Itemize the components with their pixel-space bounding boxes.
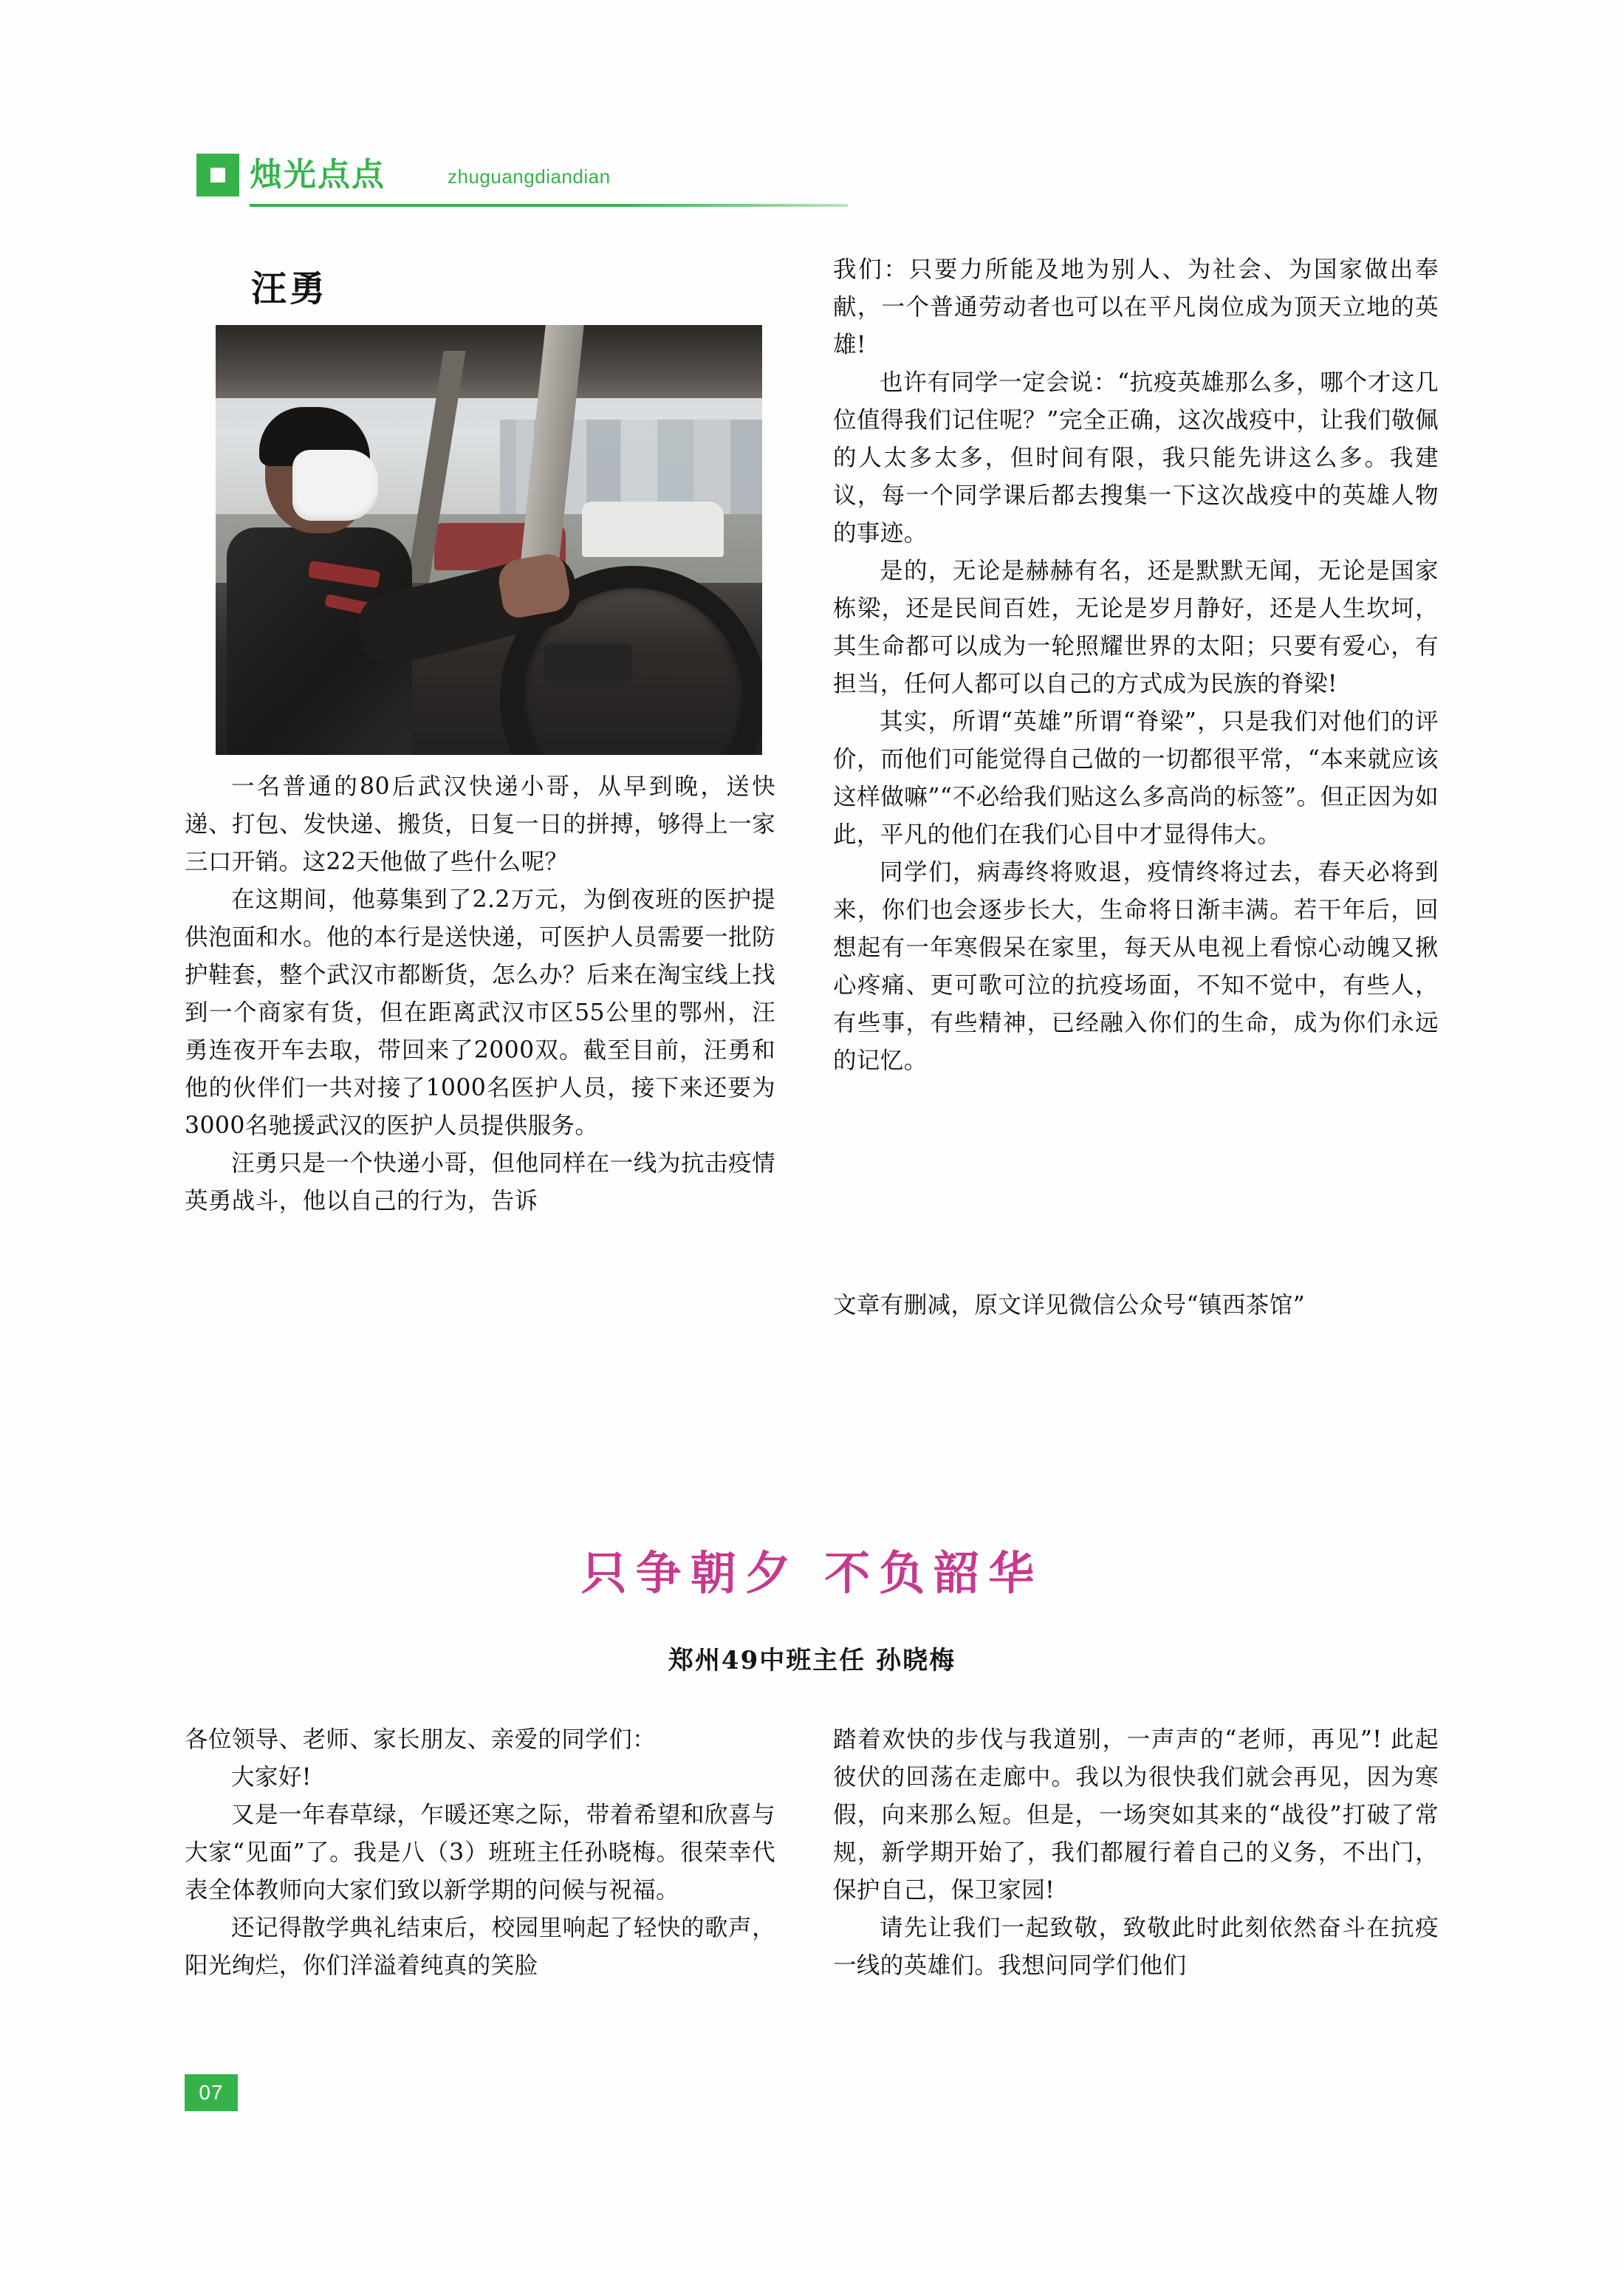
photo-car-roof xyxy=(216,325,762,398)
paragraph: 大家好! xyxy=(231,1764,312,1791)
paragraph: 是的，无论是赫赫有名，还是默默无闻，无论是国家栋梁，还是民间百姓，无论是岁月静好，还是人生坎坷，其生命都可以成为一轮照耀世界的太阳；只要有爱心，有担当，任何人都可以自己的方式成为民族的脊梁! xyxy=(833,558,1439,698)
paragraph: 请先让我们一起致敬，致敬此时此刻依然奋斗在抗疫一线的英雄们。我想问同学们他们 xyxy=(833,1915,1439,1980)
section-divider xyxy=(250,204,848,207)
paragraph: 同学们，病毒终将败退，疫情终将过去，春天必将到来，你们也会逐步长大，生命将日渐丰满。若干年后，回想起有一年寒假呆在家里，每天从电视上看惊心动魄又揪心疼痛、更可歌可泣的抗疫场面，不知不觉中，有些人，有些事，有些精神，已经融入你们的生命，成为你们永远的记忆。 xyxy=(833,859,1439,1075)
photo-face-mask xyxy=(292,450,378,521)
article1-source-note: 文章有删减，原文详见微信公众号“镇西茶馆” xyxy=(833,1292,1306,1319)
paragraph: 我们：只要力所能及地为别人、为社会、为国家做出奉献，一个普通劳动者也可以在平凡岗位成为顶天立地的英雄! xyxy=(833,256,1439,359)
article2-left-column xyxy=(185,1721,775,1985)
section-title-pinyin: zhuguangdiandian xyxy=(448,165,611,188)
section-title: 烛光点点 xyxy=(250,156,386,194)
article1-photo xyxy=(216,325,762,755)
section-logo-icon xyxy=(196,154,239,196)
paragraph: 汪勇只是一个快递小哥，但他同样在一线为抗击疫情英勇战斗，他以自己的行为，告诉 xyxy=(185,1150,775,1215)
photo-steering-hub xyxy=(544,643,632,682)
article2-byline: 郑州49中班主任 孙晓梅 xyxy=(668,1646,956,1675)
paragraph: 各位领导、老师、家长朋友、亲爱的同学们： xyxy=(185,1726,657,1753)
page-number-badge: 07 xyxy=(185,2074,238,2111)
paragraph: 还记得散学典礼结束后，校园里响起了轻快的歌声，阳光绚烂，你们洋溢着纯真的笑脸 xyxy=(185,1915,775,1980)
paragraph: 也许有同学一定会说：“抗疫英雄那么多，哪个才这几位值得我们记住呢？”完全正确，这次战疫中，让我们敬佩的人太多太多，但时间有限，我只能先讲这么多。我建议，每一个同学课后都去搜集一下这次战疫中的英雄人物的事迹。 xyxy=(833,369,1439,547)
paragraph: 在这期间，他募集到了2.2万元，为倒夜班的医护提供泡面和水。他的本行是送快递，可医护人员需要一批防护鞋套，整个武汉市都断货，怎么办？后来在淘宝线上找到一个商家有货，但在距离武汉市区55公里的鄂州，汪勇连夜开车去取，带回来了2000双。截至目前，汪勇和他的伙伴们一共对接了1000名医护人员，接下来还要为3000名驰援武汉的医护人员提供服务。 xyxy=(185,886,775,1140)
article2-title: 只争朝夕 不负韶华 xyxy=(580,1546,1044,1600)
paragraph: 其实，所谓“英雄”所谓“脊梁”，只是我们对他们的评价，而他们可能觉得自己做的一切都很平常，“本来就应该这样做嘛”“不必给我们贴这么多高尚的标签”。但正因为如此，平凡的他们在我们心目中才显得伟大。 xyxy=(833,708,1439,849)
photo-white-car xyxy=(582,502,724,558)
article2-right-column xyxy=(833,1721,1439,1985)
paragraph: 踏着欢快的步伐与我道别，一声声的“老师，再见”! 此起彼伏的回荡在走廊中。我以为很快我们就会再见，因为寒假，向来那么短。但是，一场突如其来的“战役”打破了常规，新学期开始了，我们都履行着自己的义务，不出门，保护自己，保卫家园! xyxy=(833,1726,1439,1904)
section-header xyxy=(196,145,795,211)
article1-title: 汪勇 xyxy=(251,268,329,310)
paragraph: 又是一年春草绿，乍暖还寒之际，带着希望和欣喜与大家“见面”了。我是八（3）班班主任孙晓梅。很荣幸代表全体教师向大家们致以新学期的问候与祝福。 xyxy=(185,1802,775,1904)
article1-right-column xyxy=(833,251,1439,1080)
paragraph: 一名普通的80后武汉快递小哥，从早到晚，送快递、打包、发快递、搬货，日复一日的拼搏，够得上一家三口开销。这22天他做了些什么呢？ xyxy=(185,773,775,876)
article1-left-column xyxy=(185,768,775,1220)
